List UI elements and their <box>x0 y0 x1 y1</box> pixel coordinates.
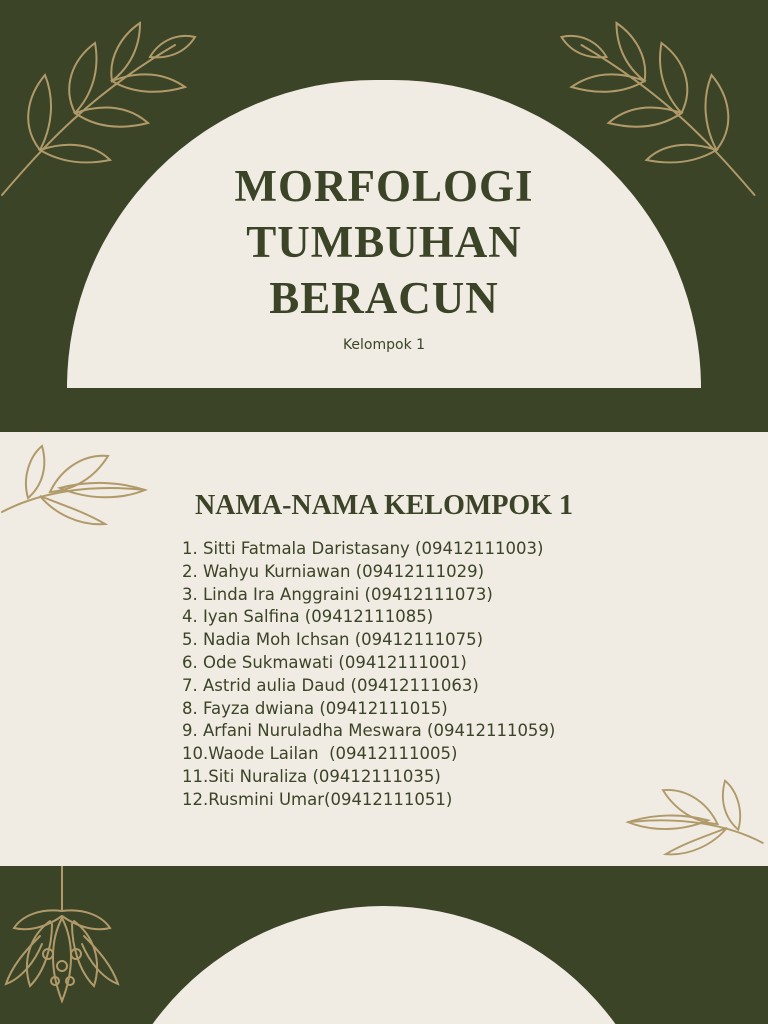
page-title <box>0 158 768 326</box>
flower-icon <box>0 866 125 1011</box>
subtitle: Kelompok 1 <box>342 337 426 353</box>
list-item: 5. Nadia Moh Ichsan (09412111075) <box>182 630 484 650</box>
list-item: 11.Siti Nuraliza (09412111035) <box>182 766 441 786</box>
title-slide <box>0 0 768 432</box>
list-item: 12.Rusmini Umar(09412111051) <box>182 789 453 809</box>
member-list <box>182 538 555 812</box>
members-slide <box>0 432 768 866</box>
list-item: 6. Ode Sukmawati (09412111001) <box>182 652 467 672</box>
list-item: 3. Linda Ira Anggraini (09412111073) <box>182 584 493 604</box>
list-item: 7. Astrid aulia Daud (09412111063) <box>182 675 479 695</box>
closing-arch <box>98 906 670 1024</box>
closing-slide <box>0 866 768 1024</box>
list-item: 2. Wahyu Kurniawan (09412111029) <box>182 561 485 581</box>
list-item: 10.Waode Lailan (09412111005) <box>182 744 458 764</box>
title-line: MORFOLOGI <box>234 161 534 211</box>
title-line: BERACUN <box>269 273 499 323</box>
leaf-branch-icon <box>620 777 768 857</box>
title-line: TUMBUHAN <box>246 217 522 267</box>
section-heading: NAMA-NAMA KELOMPOK 1 <box>195 490 573 521</box>
list-item: 8. Fayza dwiana (09412111015) <box>182 698 448 718</box>
list-item: 9. Arfani Nuruladha Meswara (09412111059) <box>182 721 556 741</box>
list-item: 1. Sitti Fatmala Daristasany (09412111003) <box>182 539 544 558</box>
list-item: 4. Iyan Salfina (09412111085) <box>182 607 434 627</box>
